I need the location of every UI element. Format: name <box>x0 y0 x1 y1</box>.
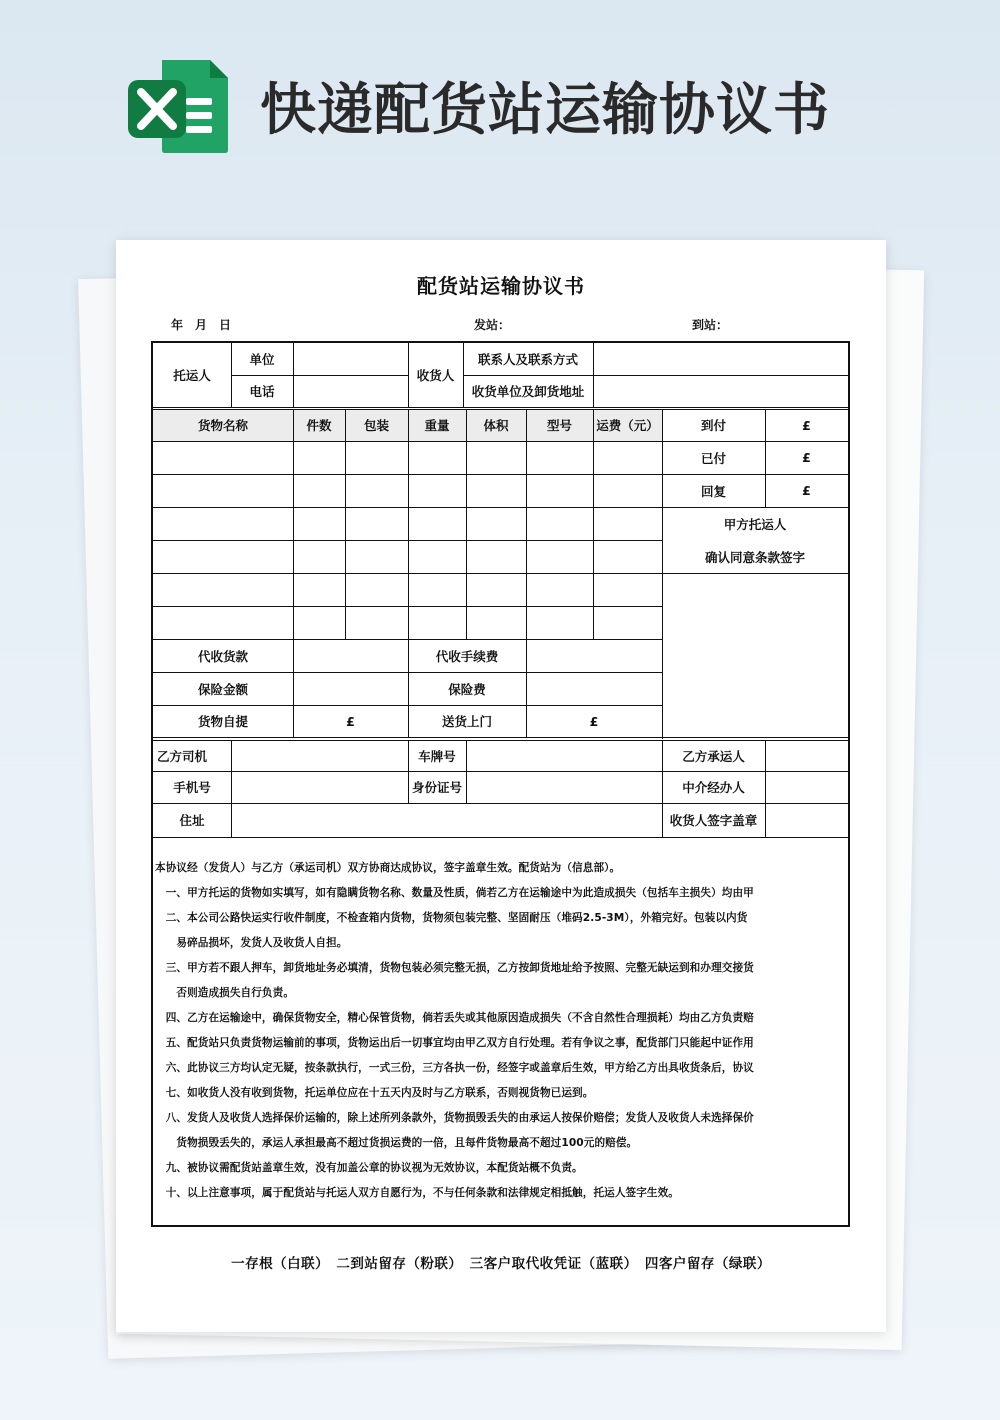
door-delivery-value: £ <box>589 713 599 729</box>
consignee-address-label: 收货单位及卸货地址 <box>471 384 585 399</box>
grid-line <box>293 409 294 639</box>
carrier-label: 乙方承运人 <box>682 748 745 764</box>
pay-return-label: 回复 <box>700 483 726 499</box>
pay-prepaid-value: £ <box>802 450 811 465</box>
terms-line: 易碎品损坏，发货人及收货人自担。 <box>155 937 348 949</box>
col-weight: 重量 <box>424 418 450 433</box>
id-number-label: 身份证号 <box>411 780 462 795</box>
grid-line <box>153 737 848 738</box>
terms-line: 三、甲方若不跟人押车，卸货地址务必填清，货物包装必须完整无损，乙方按卸货地址给予按照、完整无缺运到和办理交接货 <box>155 962 754 974</box>
terms-line: 六、此协议三方均认定无疑，按条款执行，一式三份，三方各执一份，经签字或盖章后生效，甲方给乙方出具收货条后，协议 <box>155 1062 754 1074</box>
insurance-fee-label: 保险费 <box>448 681 486 697</box>
plate-label: 车牌号 <box>418 748 456 764</box>
grid-line <box>293 343 294 407</box>
grid-line <box>408 409 409 639</box>
excel-icon <box>126 58 230 154</box>
col-freight: 运费（元） <box>596 418 659 433</box>
terms-block <box>153 848 848 1208</box>
grid-line <box>153 407 848 408</box>
col-packaging: 包装 <box>363 418 389 433</box>
grid-line <box>466 740 467 803</box>
grid-line <box>466 409 467 639</box>
cod-label: 代收货款 <box>197 648 248 664</box>
terms-line: 五、配货站只负责货物运输前的事项，货物运出后一切事宜均由甲乙双方自行处理。若有争议之事，配货部门只能起中证作用 <box>155 1037 754 1049</box>
terms-line: 十、以上注意事项，属于配货站与托运人双方自愿行为，不与任何条款和法律规定相抵触，托运人签字生效。 <box>155 1187 679 1199</box>
grid-line <box>345 409 346 639</box>
mobile-label: 手机号 <box>173 780 211 795</box>
terms-line: 否则造成损失自行负责。 <box>155 987 295 999</box>
shipper-label: 托运人 <box>173 368 211 383</box>
grid-line <box>765 740 766 837</box>
page-title: 快递配货站运输协议书 <box>260 78 830 143</box>
terms-line: 一、甲方托运的货物如实填写，如有隐瞒货物名称、数量及性质，倘若乙方在运输途中为此造成损失（包括车主损失）均由甲 <box>155 887 754 899</box>
col-volume: 体积 <box>483 418 509 433</box>
pay-prepaid-label: 已付 <box>700 450 726 466</box>
terms-line: 二、本公司公路快运实行收件制度，不检查箱内货物，货物须包装完整、坚固耐压（堆码2.5-3M），外箱完好。包装以内货 <box>155 912 748 924</box>
terms-line: 货物损毁丢失的，承运人承担最高不超过货损运费的一倍，且每件货物最高不超过100元的赔偿。 <box>155 1137 638 1149</box>
insured-amount-label: 保险金额 <box>197 681 248 697</box>
shipper-sign-note: 确认同意条款签字 <box>704 549 805 565</box>
pay-collect-label: 到付 <box>700 418 726 433</box>
depart-station-label: 发站： <box>474 318 511 332</box>
address-label: 住址 <box>179 813 205 828</box>
terms-line: 本协议经（发货人）与乙方（承运司机）双方协商达成协议，签字盖章生效。配货站为（信息部）。 <box>155 862 621 874</box>
consignee-label: 收货人 <box>416 368 455 383</box>
col-model: 型号 <box>546 418 572 433</box>
copy-distribution-note: 一存根（白联） 二到站留存（粉联） 三客户取代收凭证（蓝联） 四客户留存（绿联） <box>231 1256 771 1272</box>
driver-label: 乙方司机 <box>157 748 208 764</box>
terms-line: 七、如收货人没有收到货物，托运单位应在十五天内及时与乙方联系，否则视货物已运到。 <box>155 1087 594 1099</box>
arrive-station-label: 到站： <box>692 318 729 332</box>
pay-collect-value: £ <box>802 417 811 433</box>
self-pickup-label: 货物自提 <box>197 714 248 729</box>
terms-line: 八、发货人及收货人选择保价运输的，除上述所列条款外，货物损毁丢失的由承运人按保价赔偿；发货人及收货人未选择保价 <box>155 1112 754 1124</box>
receiver-sign-label: 收货人签字盖章 <box>669 813 758 828</box>
door-delivery-label: 送货上门 <box>441 714 492 729</box>
grid-line <box>526 409 527 639</box>
shipper-sign-title: 甲方托运人 <box>723 516 787 532</box>
consignee-contact-label: 联系人及联系方式 <box>477 352 578 367</box>
shipper-phone-label: 电话 <box>249 384 275 399</box>
pay-return-value: £ <box>802 483 811 498</box>
col-quantity: 件数 <box>306 418 332 433</box>
grid-line <box>593 343 594 407</box>
grid-line <box>153 837 848 838</box>
grid-line <box>231 740 232 837</box>
document-title: 配货站运输协议书 <box>417 274 585 298</box>
document-sheet <box>116 240 886 1332</box>
date-label: 年 月 日 <box>171 318 232 332</box>
broker-label: 中介经办人 <box>682 780 745 795</box>
grid-line <box>153 573 848 574</box>
cod-fee-label: 代收手续费 <box>435 648 499 664</box>
terms-line: 四、乙方在运输途中，确保货物安全，精心保管货物，倘若丢失或其他原因造成损失（不含自然性合理损耗）均由乙方负责赔 <box>155 1012 754 1024</box>
grid-line <box>593 409 594 639</box>
shipper-unit-label: 单位 <box>249 352 275 367</box>
waybill-form <box>151 341 850 1227</box>
terms-line: 九、被协议需配货站盖章生效，没有加盖公章的协议视为无效协议，本配货站概不负责。 <box>155 1162 583 1174</box>
page-header <box>126 58 830 154</box>
self-pickup-value: £ <box>346 713 355 729</box>
col-goods-name: 货物名称 <box>197 418 248 433</box>
